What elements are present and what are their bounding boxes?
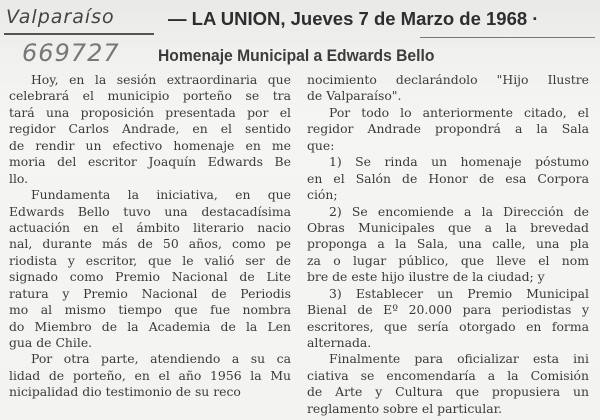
article-text-line: ciativa se encomendaría a la Comisión	[307, 367, 589, 383]
article-text-line: ción;	[307, 187, 338, 203]
article-text-line: riodista y escritor, que le valió ser de	[9, 252, 291, 268]
article-text-line: 3) Establecer un Premio Municipal	[329, 285, 589, 301]
article-text-line: 1) Se rinda un homenaje póstumo	[329, 154, 589, 170]
newspaper-masthead: — LA UNION, Jueves 7 de Marzo de 1968 ·	[168, 8, 539, 29]
article-text-line: regidor Andrade propondrá a la Sala	[307, 121, 589, 137]
article-text-line: de rendir un efectivo homenaje en me	[9, 137, 291, 153]
article-text-line: mo al mismo tiempo que fue nombra	[9, 302, 291, 318]
article-text-line: nocimiento declarándolo "Hijo Ilustre	[307, 72, 589, 87]
article-text-line: de Valparaíso".	[307, 88, 402, 104]
article-text-line: gua de Chile.	[9, 335, 93, 350]
article-text-line: bre de este hijo ilustre de la ciudad; y	[307, 269, 545, 285]
article-text-line: Hoy, en la sesión extraordinaria que	[31, 72, 291, 87]
article-column-left	[9, 72, 291, 401]
article-text-line: do Miembro de la Academia de la Len	[9, 318, 291, 334]
article-text-line: Por otra parte, atendiendo a su ca	[31, 351, 291, 367]
article-text-line: proponga a la Sala, una calle, una pla	[307, 236, 589, 252]
article-text-line: Por todo lo anteriormente citado, el	[329, 104, 589, 120]
article-text-line: moria del escritor Joaquín Edwards Be	[9, 154, 291, 170]
article-text-line: que:	[307, 137, 335, 153]
article-text-line: escritores, que sería otorgado en forma	[307, 318, 589, 334]
article-text-line: Finalmente para oficializar esta ini	[329, 351, 589, 367]
article-text-line: Edwards Bello tuvo una destacadísima	[9, 203, 291, 219]
article-text-line: Fundamenta la iniciativa, en que	[31, 187, 291, 203]
article-text-line: Obras Municipales que a la brevedad	[307, 219, 589, 235]
article-text-line: lidad de porteño, en el año 1956 la Mu	[9, 367, 291, 383]
article-text-line: 2) Se encomiende a la Dirección de	[329, 203, 589, 219]
article-text-line: de Arte y Cultura que propusiera un	[307, 384, 589, 400]
article-text-line: alternada.	[307, 335, 372, 350]
article-column-right	[307, 72, 589, 417]
handwritten-underline	[4, 33, 154, 35]
article-text-line: za o lugar público, que lleve el nom	[307, 252, 589, 268]
masthead-rule	[420, 37, 595, 38]
article-text-line: regidor Carlos Andrade, en el sentido	[9, 121, 291, 137]
article-text-line: actuación en el ámbito literario nacio	[9, 219, 291, 235]
handwritten-city-note: Valparaíso	[6, 6, 115, 28]
article-text-line: nal, durante más de 50 años, como pe	[9, 236, 291, 252]
article-text-line: Bienal de Eº 20.000 para periodistas y	[307, 302, 589, 318]
article-text-line: signado como Premio Nacional de Lite	[9, 269, 291, 285]
article-text-line: celebrará el municipio porteño se tra	[9, 88, 291, 104]
article-text-line: tará una proposición presentada por el	[9, 104, 291, 120]
article-text-line: en el Salón de Honor de esa Corpora	[307, 170, 589, 186]
article-text-line: reglamento sobre el particular.	[307, 400, 503, 416]
article-text-line: llo.	[9, 170, 29, 186]
article-title: Homenaje Municipal a Edwards Bello	[158, 46, 435, 65]
article-text-line: ratura y Premio Nacional de Periodis	[9, 285, 291, 301]
article-text-line: nicipalidad dio testimonio de su reco	[9, 384, 241, 400]
handwritten-catalog-number: 669727	[22, 39, 120, 67]
